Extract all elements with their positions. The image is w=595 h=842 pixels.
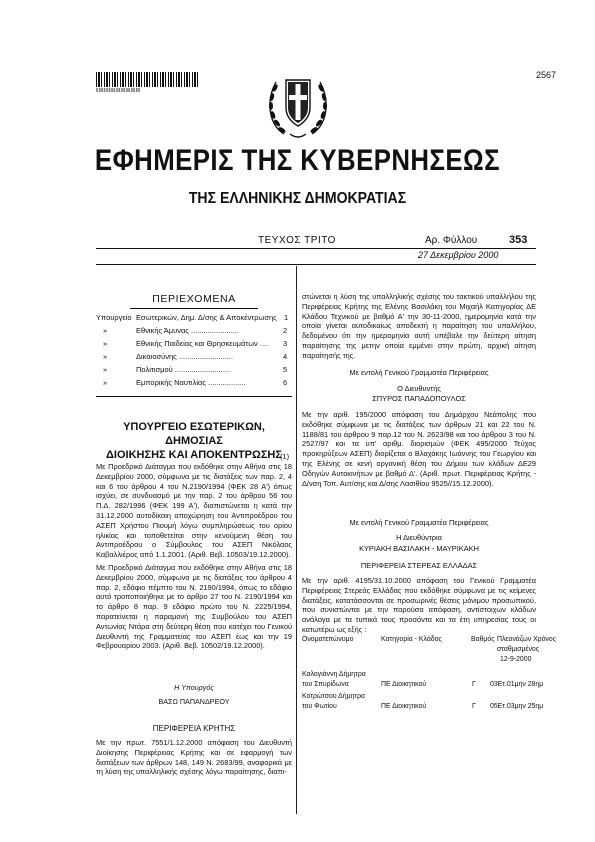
order-line-1: Με εντολή Γενικού Γραμματέα Περιφέρειας: [349, 368, 489, 377]
region-heading-crete: ΠΕΡΙΦΕΡΕΙΑ ΚΡΗΤΗΣ: [152, 724, 236, 733]
table-row-grade: Γ: [472, 681, 476, 688]
contents-bottom-rule: [96, 396, 292, 397]
contents-entry-label: Υπουργείο: [96, 313, 132, 322]
region-heading-sterea: ΠΕΡΙΦΕΡΕΙΑ ΣΤΕΡΕΑΣ ΕΛΛΑΔΑΣ: [360, 561, 478, 570]
contents-entry-page: 6: [283, 378, 288, 387]
header-rule: [96, 248, 536, 249]
contents-entry-text: Εμπορικής Ναυτιλίας ..................: [136, 378, 246, 387]
contents-entry-label: »: [103, 378, 108, 387]
contents-entry-label: »: [103, 339, 108, 348]
table-row-category: ΠΕ Διοικητικού: [381, 703, 427, 710]
ministry-heading-line2: ΔΙΟΙΚΗΣΗΣ ΚΑΙ ΑΠΟΚΕΝΤΡΩΣΗΣ: [106, 449, 282, 461]
page-number: 2567: [536, 70, 557, 80]
gazette-title: ΕΦΗΜΕΡΙΣ ΤΗΣ ΚΥΒΕΡΝΗΣΕΩΣ: [94, 144, 501, 177]
right-paragraph-1: στώνεται η λύση της υπαλληλικής σχέσης του τακτικού υπαλλήλου της Περιφέρειας Κρήτης της Ελένης Βασιλάκη του Μιχαήλ Κατηγορίας ΔΕ Κλάδου Τεχνικού με βαθμό Α' την 30-11-2000, ημερομηνία κατά την οποία γίνεται αυτοδικαίως αποδεκτή η παραίτηση του υπαλλήλου, δεδομένου ότι την ημερομηνία αυτή υπέβαλε την δεύτερη αίτηση παραίτησης της μετην οποία εμμένει στην πρώτη, αρχική αίτηση παραίτησής της.: [302, 292, 536, 360]
sheet-number: 353: [509, 234, 528, 246]
date-rule: [96, 264, 536, 265]
decree-paragraph-2: Με Προεδρικό Διάταγμα που εκδόθηκε στην Αθήνα στις 18 Δεκεμβρίου 2000, σύμφωνα με τις διατάξεις του άρθρου 4 παρ. 2, εδάφιο πέμπτο του Ν. 2190/1994, όπως το εδάφιο αυτό τροποποιήθηκε με το άρθρο 27 του Ν. 2190/1994 και το άρθρο 8 παρ. 9 εδάφιο πρώτο του Ν. 2225/1994, παρατείνεται η παραμονή της Συμβούλου του ΑΣΕΠ Αντωνίας Ντάρα στη δεύτερη θέση που κατέχει του Γενικού Διευθυντή της Γραμματείας του ΑΣΕΠ έως και την 19 Φεβρουαρίου 2003. (Αριθ. Βεβ. 10502/19.12.2000).: [96, 563, 292, 651]
table-row-name-parent: του Φωτίου: [302, 703, 337, 710]
table-row-time: 03Ετ.01μην 28ημ: [490, 681, 544, 688]
coat-of-arms-icon: [262, 64, 334, 142]
table-header-category: Κατηγορία - Κλάδος: [381, 636, 442, 643]
item-number: (1): [280, 452, 290, 461]
table-header-time: Πλεονάζων Χρόνος: [497, 636, 557, 643]
barcode-text: ‖‖‖‖‖‖‖‖‖‖‖‖‖‖‖‖‖‖: [96, 88, 141, 94]
order-line-2: Με εντολή Γενικού Γραμματέα Περιφέρειας: [349, 518, 489, 527]
issue-date: 27 Δεκεμβρίου 2000: [418, 250, 499, 260]
contents-entry-label: »: [103, 352, 108, 361]
gazette-subtitle: ΤΗΣ ΕΛΛΗΝΙΚΗΣ ΔΗΜΟΚΡΑΤΙΑΣ: [188, 190, 407, 207]
signoff-name: ΒΑΣΩ ΠΑΠΑΝΔΡΕΟΥ: [158, 697, 230, 706]
table-row-grade: Γ: [472, 703, 476, 710]
ministry-heading-line1: ΥΠΟΥΡΓΕΙΟ ΕΣΩΤΕΡΙΚΩΝ, ΔΗΜΟΣΙΑΣ: [123, 421, 265, 447]
contents-underline: [130, 308, 258, 309]
table-header-name: Ονοματεπώνυμο: [302, 636, 354, 643]
contents-entry-page: 5: [283, 365, 288, 374]
right-paragraph-2: Με την αριθ. 195/2000 απόφαση του Δημάρχου Νεάπολης που εκδόθηκε σύμφωνα με τις διατάξεις των άρθρων 21 και 22 του Ν. 1188/81 του άρθρου 9 παρ.12 του Ν. 2623/98 και του άρθρου 3 του Ν. 2527/97 και τα υπ' αριθμ. διορισμών (ΦΕΚ 495/2000 Τεύχος προκηρύξεων ΑΣΕΠ) διορίζεται ο Βλαχάκης Ιωάννης του Γεωργίου και της Ελένης σε κενή οργανική θέση του Δήμου των κλάδων ΔΕ29 Οδηγών Αυτοκινήτων με βαθμό Δ'. (Αριθ. πρωτ. Περιφέρειας Κρήτης - Δ/νση Τοπ. Αυτ/σης και Δ/σης Λασιθίου 9525//15.12.2000).: [302, 410, 536, 488]
crete-paragraph: Με την πρωτ. 7551/1.12.2000 απόφαση του Διευθυντή Διοίκησης Περιφέρειας Κρήτης και σε εφαρμογή των διατάξεων των άρθρων 148, 149 Ν. 2683/99, αναφορικά με τη λύση της υπαλληλικής σχέσης λόγω παραίτησης, διαπι-: [96, 738, 292, 777]
table-header-grade: Βαθμός: [471, 636, 495, 643]
signoff-role: Η Υπουργός: [174, 683, 214, 692]
contents-title: ΠΕΡΙΕΧΟΜΕΝΑ: [152, 293, 236, 305]
sheet-label: Αρ. Φύλλου: [425, 235, 478, 246]
decree-paragraph-1: Με Προεδρικό Διάταγμα που εκδόθηκε στην Αθήνα στις 18 Δεκεμβρίου 2000, σύμφωνα με τις διατάξεις των παρ. 2, 4 και 6 του άρθρου 4 του Ν.2190/1994 (ΦΕΚ 28 Α') όπως ισχύει, σε συνδυασμό με την παρ. 2 του άρθρου 56 του Π.Δ. 282/1996 (ΦΕΚ 199 Α'), διαπιστώνεται η κατά την 31.12.2000 αυτοδίκαιη αποχώρηση του Αντιπροέδρου του ΑΣΕΠ Χρήστου Πιουμή λόγω συμπληρώσεως του ορίου ηλικίας και τοποθετείται στην κενούμενη θέση του Αντιπροέδρου ο Σύμβουλος του ΑΣΕΠ Νικόλαος Καβαλλιέρος από 1.1.2001. (Αριθ. Βεβ. 10503/19.12.2000).: [96, 462, 292, 560]
signer1-name: ΣΠΥΡΟΣ ΠΑΠΑΔΟΠΟΥΛΟΣ: [372, 394, 466, 403]
ministry-heading: [96, 420, 292, 462]
contents-entry-text: Εθνικής Άμυνας .......................: [136, 326, 239, 335]
column-separator: [296, 266, 297, 814]
signer2-role: Η Διευθύντρια: [396, 533, 442, 542]
contents-entry-page: 2: [283, 326, 288, 335]
table-row-name: Καλογιάννη Δήμητρα: [302, 671, 366, 678]
contents-entry-text: Δικαιοσύνης ..........................: [136, 352, 234, 361]
issue-label: ΤΕΥΧΟΣ ΤΡΙΤΟ: [258, 235, 336, 246]
signer1-role: Ο Διευθυντής: [397, 384, 441, 393]
contents-entry-label: »: [103, 365, 108, 374]
barcode: [96, 72, 198, 87]
table-header-weighted: σταθμισμένος: [497, 646, 540, 653]
contents-entry-text: Εσωτερικών, Δημ. Δ/σης & Αποκέντρωσης: [136, 313, 277, 322]
contents-entry-page: 1: [284, 313, 289, 322]
contents-entry-page: 4: [283, 352, 288, 361]
right-paragraph-3: Με την αριθ. 4195/31.10.2000 απόφαση του Γενικού Γραμματέα Περιφέρειας Στερεάς Ελλάδας που εκδόθηκε σύμφωνα με τις κείμενες διατάξεις, κατατάσσονται σε προσωρινές θέσεις μόνιμου προσωπικού, που συνιστώνται με την παρούσα απόφαση, αντίστοιχων κλάδων ανάλογα με τα τυπικά τους προσόντα και τα έτη υπηρεσίας τους οι κατωτέρω ως εξής :: [302, 576, 536, 634]
contents-entry-label: »: [103, 326, 108, 335]
contents-entry-text: Πολιτισμού ...........................: [136, 365, 232, 374]
table-row-category: ΠΕ Διοικητικού: [381, 681, 427, 688]
table-row-name-parent: του Σπυρίδωνα: [302, 681, 349, 688]
table-row-time: 05Ετ.03μην 25ημ: [490, 703, 544, 710]
table-header-date: 12-9-2000: [500, 656, 532, 663]
contents-entry-text: Εθνικής Παιδείας και Θρησκευμάτων ....: [136, 339, 269, 348]
signer2-name: ΚΥΡΙΑΚΗ ΒΑΣΙΛΑΚΗ - ΜΑΥΡΙΚΑΚΗ: [359, 544, 479, 553]
contents-entry-page: 3: [283, 339, 288, 348]
table-row-name: Κοτρώτσου Δήμητρα: [302, 693, 366, 700]
